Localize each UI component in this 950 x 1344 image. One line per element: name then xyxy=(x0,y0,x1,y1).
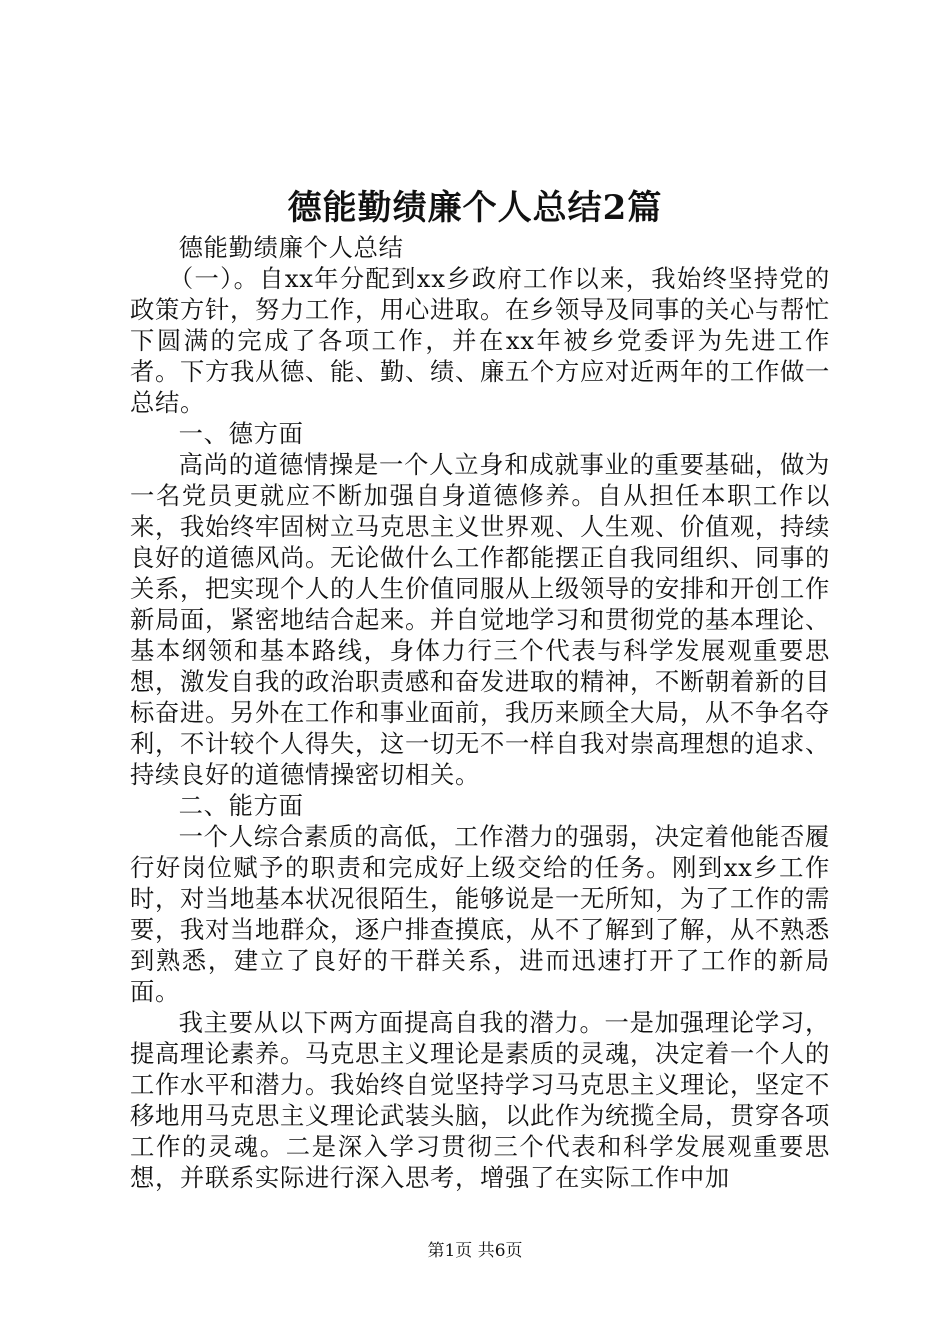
paragraph-neng-1: 一个人综合素质的高低，工作潜力的强弱，决定着他能否履行好岗位赋予的职责和完成好上级交给的任务。刚到xx乡工作时，对当地基本状况很陌生，能够说是一无所知，为了工作的需要，我对当地群众，逐户排查摸底，从不了解到了解，从不熟悉到熟悉，建立了良好的干群关系，进而迅速打开了工作的新局面。 xyxy=(130,822,830,1006)
section-heading-neng: 二、能方面 xyxy=(178,791,304,820)
intro-paragraph: （一）。自xx年分配到xx乡政府工作以来，我始终坚持党的政策方针，努力工作，用心进取。在乡领导及同事的关心与帮忙下圆满的完成了各项工作，并在xx年被乡党委评为先进工作者。下方我从德、能、勤、绩、廉五个方应对近两年的工作做一总结。 xyxy=(130,264,830,417)
paragraph-neng-2: 我主要从以下两方面提高自我的潜力。一是加强理论学习，提高理论素养。马克思主义理论是素质的灵魂，决定着一个人的工作水平和潜力。我始终自觉坚持学习马克思主义理论，坚定不移地用马克思主义理论武装头脑，以此作为统揽全局，贯穿各项工作的灵魂。二是深入学习贯彻三个代表和科学发展观重要思想，并联系实际进行深入思考，增强了在实际工作中加 xyxy=(130,1008,830,1192)
subtitle-paragraph: 德能勤绩廉个人总结 xyxy=(178,233,404,262)
document-body xyxy=(130,232,830,1193)
paragraph-de: 高尚的道德情操是一个人立身和成就事业的重要基础，做为一名党员更就应不断加强自身道德修养。自从担任本职工作以来，我始终牢固树立马克思主义世界观、人生观、价值观，持续良好的道德风尚。无论做什么工作都能摆正自我同组织、同事的关系，把实现个人的人生价值同服从上级领导的安排和开创工作新局面，紧密地结合起来。并自觉地学习和贯彻党的基本理论、基本纲领和基本路线，身体力行三个代表与科学发展观重要思想，激发自我的政治职责感和奋发进取的精神，不断朝着新的目标奋进。另外在工作和事业面前，我历来顾全大局，从不争名夺利，不计较个人得失，这一切无不一样自我对崇高理想的追求、持续良好的道德情操密切相关。 xyxy=(130,450,830,789)
document-title: 德能勤绩廉个人总结2篇 xyxy=(287,188,663,228)
page-footer: 第1页 共6页 xyxy=(427,1241,523,1261)
section-heading-de: 一、德方面 xyxy=(178,419,304,448)
